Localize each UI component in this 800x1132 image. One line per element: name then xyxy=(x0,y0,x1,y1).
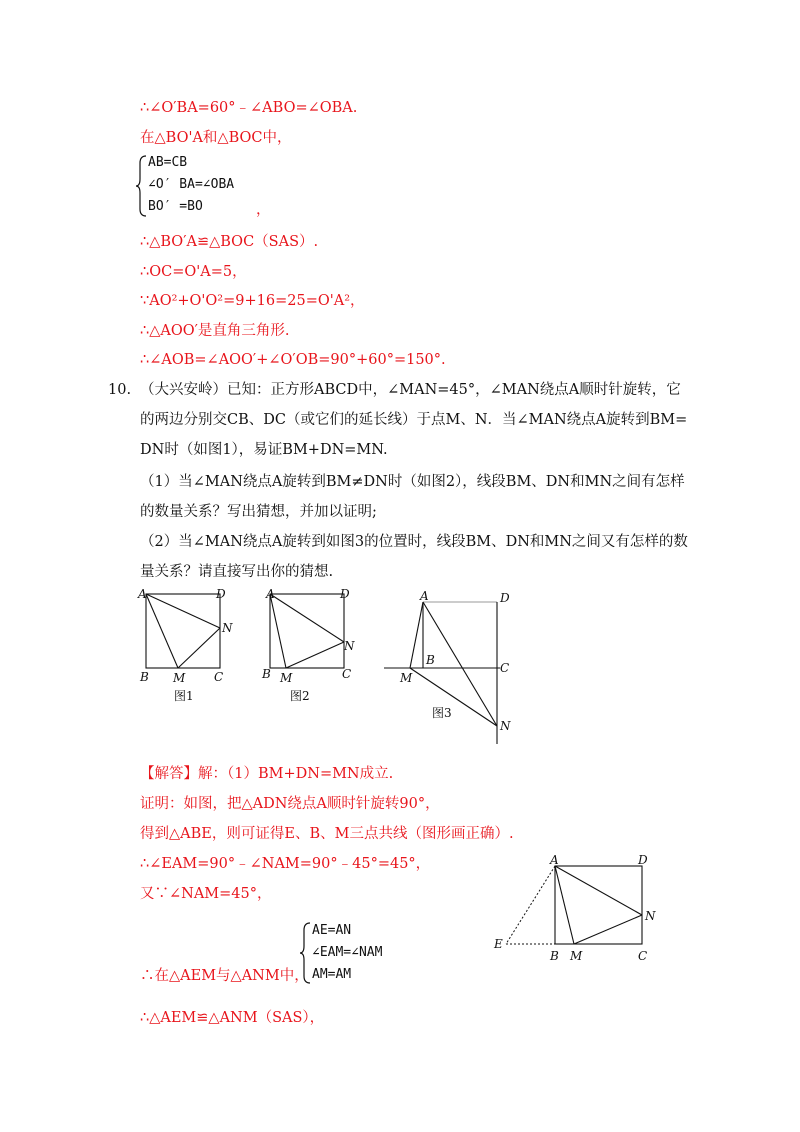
fig2-caption: 图2 xyxy=(290,689,310,703)
fig2-label-a: A xyxy=(266,587,275,601)
fig3-label-m: M xyxy=(400,671,413,685)
system-tail: ， xyxy=(256,202,271,218)
solfig-label-c: C xyxy=(638,949,648,963)
figure-2 xyxy=(260,586,360,706)
fig2-label-d: D xyxy=(340,587,350,601)
problem-line-3: DN时（如图1），易证BM+DN=MN. xyxy=(140,442,388,458)
fig3-label-c: C xyxy=(500,661,510,675)
solfig-label-b: B xyxy=(550,949,559,963)
brace-system-1 xyxy=(136,155,148,217)
fig1-label-c: C xyxy=(214,670,224,684)
solfig-label-a: A xyxy=(550,853,559,867)
fig1-label-n: N xyxy=(222,621,233,635)
system-eq-3: BO′ =BO xyxy=(148,199,203,214)
problem-number: 10. xyxy=(108,382,132,398)
problem-line-2: 的两边分别交CB、DC（或它们的延长线）于点M、N．当∠MAN绕点A旋转到BM= xyxy=(140,412,688,428)
proof-line-1: ∴∠O′BA=60°﹣∠ABO=∠OBA. xyxy=(140,100,358,116)
solution-line-2: 证明：如图，把△ADN绕点A顺时针旋转90°， xyxy=(140,796,440,812)
question-1-line-2: 的数量关系？写出猜想，并加以证明; xyxy=(140,504,377,520)
fig2-label-b: B xyxy=(262,667,271,681)
fig1-label-b: B xyxy=(140,670,149,684)
fig1-label-m: M xyxy=(173,671,186,685)
solution-line-5: 又∵∠NAM=45°， xyxy=(140,886,272,902)
system2-eq-2: ∠EAM=∠NAM xyxy=(312,945,383,960)
solfig-label-n: N xyxy=(645,909,656,923)
proof-line-2: 在△BO'A和△BOC中， xyxy=(140,130,292,146)
solution-line-7: ∴△AEM≌△ANM（SAS）， xyxy=(140,1010,325,1026)
proof-line-4: ∴OC=O'A=5， xyxy=(140,264,247,280)
solution-line-6: ∴在△AEM与△ANM中， xyxy=(140,968,309,984)
system-eq-2: ∠O′ BA=∠OBA xyxy=(148,177,235,192)
figure-1 xyxy=(136,586,236,706)
solfig-label-m: M xyxy=(570,949,583,963)
fig3-label-n: N xyxy=(500,719,511,733)
fig3-caption: 图3 xyxy=(432,706,452,720)
proof-line-6: ∴△AOO′是直角三角形. xyxy=(140,323,290,339)
solution-line-1: 【解答】解：（1）BM+DN=MN成立. xyxy=(140,766,394,782)
system2-eq-3: AM=AM xyxy=(312,967,352,982)
fig3-label-a: A xyxy=(420,589,429,603)
question-2-line-2: 量关系？请直接写出你的猜想. xyxy=(140,564,334,580)
proof-line-5: ∵AO²+O'O²=9+16=25=O'A²， xyxy=(140,293,365,309)
fig2-label-m: M xyxy=(280,671,293,685)
question-2-line-1: （2）当∠MAN绕点A旋转到如图3的位置时，线段BM、DN和MN之间又有怎样的数 xyxy=(140,534,688,550)
fig2-label-n: N xyxy=(344,639,355,653)
solfig-label-d: D xyxy=(638,853,648,867)
proof-line-7: ∴∠AOB=∠AOO′+∠O′OB=90°+60°=150°. xyxy=(140,352,446,368)
system-eq-1: AB=CB xyxy=(148,155,188,170)
fig3-label-d: D xyxy=(500,591,510,605)
fig3-label-b: B xyxy=(426,653,435,667)
problem-line-1: （大兴安岭）已知：正方形ABCD中，∠MAN=45°，∠MAN绕点A顺时针旋转，它 xyxy=(140,382,681,398)
solfig-label-e: E xyxy=(494,937,503,951)
fig1-label-d: D xyxy=(216,587,226,601)
solution-line-4: ∴∠EAM=90°﹣∠NAM=90°﹣45°=45°， xyxy=(140,856,431,872)
solution-figure xyxy=(492,848,662,966)
question-1-line-1: （1）当∠MAN绕点A旋转到BM≠DN时（如图2），线段BM、DN和MN之间有怎样 xyxy=(140,474,685,490)
system2-eq-1: AE=AN xyxy=(312,923,352,938)
fig2-label-c: C xyxy=(342,667,352,681)
figure-3 xyxy=(380,586,520,748)
solution-line-3: 得到△ABE，则可证得E、B、M三点共线（图形画正确）. xyxy=(140,826,514,842)
fig1-caption: 图1 xyxy=(174,689,194,703)
fig1-label-a: A xyxy=(138,587,147,601)
proof-line-3: ∴△BO′A≌△BOC（SAS）. xyxy=(140,234,319,250)
